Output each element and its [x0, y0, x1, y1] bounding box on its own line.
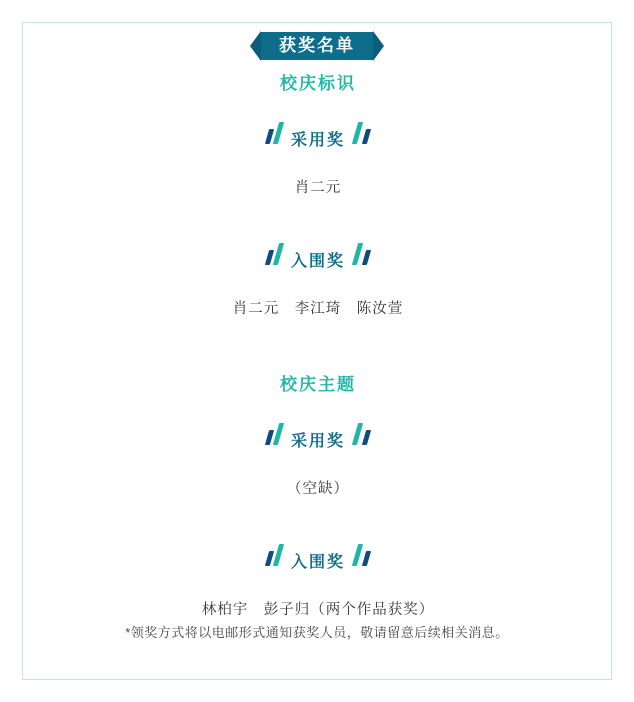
award-block [23, 423, 613, 451]
award-label: 采用奖 [290, 131, 345, 149]
award-winner-names: （空缺） [287, 481, 349, 497]
award-label-wrap [291, 252, 345, 271]
spacer [23, 498, 613, 544]
spacer [23, 94, 613, 122]
award-label-wrap [291, 432, 345, 451]
ribbon-title-banner [250, 31, 384, 61]
award-winner-names: 肖二元 李江琦 陈汝萱 [232, 301, 404, 317]
slash-left-icon [267, 243, 281, 271]
slash-right-icon [355, 423, 369, 451]
award-label: 入围奖 [290, 553, 345, 571]
award-label-wrap [291, 131, 345, 150]
slash-right-icon [355, 544, 369, 572]
award-label: 采用奖 [290, 432, 345, 450]
slash-left-icon [267, 122, 281, 150]
slash-left-icon [267, 423, 281, 451]
slash-left-icon [267, 544, 281, 572]
award-block [23, 243, 613, 271]
award-block [23, 544, 613, 572]
ribbon-left-tail-icon [250, 31, 261, 61]
award-winner-names: 林柏宇 彭子归（两个作品获奖） [201, 602, 435, 618]
section-logo [23, 69, 613, 318]
award-label-wrap [291, 553, 345, 572]
section-title: 校庆主题 [280, 375, 356, 394]
spacer [23, 395, 613, 423]
award-card [22, 22, 612, 680]
section-theme [23, 370, 613, 619]
slash-right-icon [355, 243, 369, 271]
award-label: 入围奖 [290, 252, 345, 270]
section-title: 校庆标识 [280, 74, 356, 93]
spacer [23, 322, 613, 370]
page-title: 获奖名单 [261, 32, 373, 60]
award-winner-names: 肖二元 [294, 180, 342, 196]
slash-right-icon [355, 122, 369, 150]
spacer [23, 197, 613, 243]
ribbon-right-tail-icon [373, 31, 384, 61]
award-sections [23, 69, 613, 623]
footnote-text: *领奖方式将以电邮形式通知获奖人员，敬请留意后续相关消息。 [125, 625, 509, 640]
award-block [23, 122, 613, 150]
